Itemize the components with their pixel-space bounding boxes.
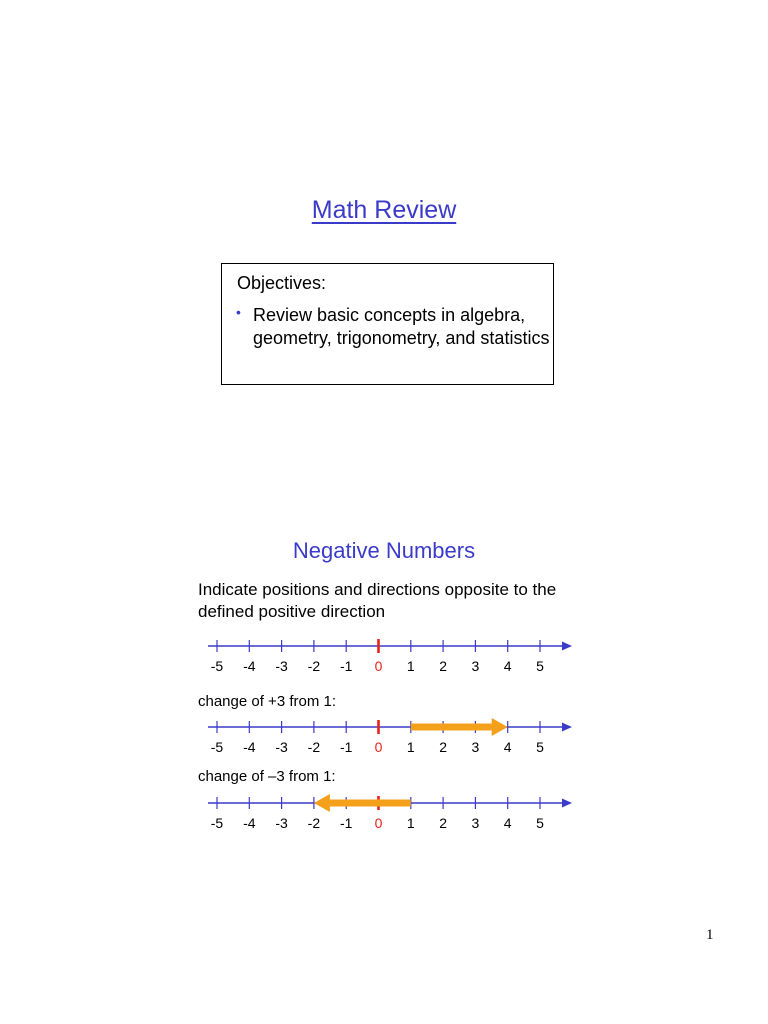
tick-label: 1 [406,658,415,674]
intro-text: Indicate positions and directions opposite to the defined positive direction [198,580,557,621]
change-arrow-head-icon [492,718,508,736]
tick-label: 3 [471,739,480,755]
axis-arrowhead-icon [562,642,572,651]
tick-label: 0 [374,739,383,755]
tick-label: -2 [307,815,321,831]
tick-label: -4 [243,658,256,674]
tick-label: 0 [374,658,383,674]
bullet-icon: • [236,304,241,320]
tick-label: 2 [439,739,447,755]
tick-label: 1 [406,815,415,831]
tick-label: 4 [503,815,512,831]
change-arrow-shaft [411,724,492,731]
tick-label: -5 [210,739,224,755]
section-title: Negative Numbers [292,538,476,563]
objectives-box [221,263,554,385]
tick-label: 5 [536,658,544,674]
change-arrow-shaft [330,800,411,807]
tick-label: -1 [339,815,353,831]
tick-label: 4 [503,739,512,755]
axis-arrowhead-icon [562,723,572,732]
tick-label: 3 [471,658,480,674]
caption-minus-three: change of –3 from 1: [198,768,336,785]
change-arrow-head-icon [314,794,330,812]
tick-label: 4 [503,658,512,674]
number-line-minus-three [200,780,580,831]
number-line-basic [200,623,580,674]
tick-label: -4 [243,739,256,755]
tick-label: 5 [536,815,544,831]
number-line-plus-three [200,704,580,755]
tick-label: -1 [339,658,353,674]
tick-label: -3 [275,739,288,755]
tick-label: -2 [307,658,321,674]
tick-label: -3 [275,658,288,674]
page-number: 1 [706,927,714,943]
caption-plus-three: change of +3 from 1: [198,693,337,710]
tick-label: -1 [339,739,353,755]
tick-label: 2 [439,658,447,674]
tick-label: 0 [374,815,383,831]
tick-label: -2 [307,739,321,755]
tick-label: -5 [210,815,224,831]
tick-label: 1 [406,739,415,755]
tick-label: -5 [210,658,224,674]
tick-label: 5 [536,739,544,755]
tick-label: 3 [471,815,480,831]
objective-item: Review basic concepts in algebra, geometry, trigonometry, and statistics [253,305,550,348]
tick-label: -4 [243,815,256,831]
page-title: Math Review [311,196,457,224]
axis-arrowhead-icon [562,799,572,808]
tick-label: -3 [275,815,288,831]
objectives-heading: Objectives: [237,273,327,293]
tick-label: 2 [439,815,447,831]
